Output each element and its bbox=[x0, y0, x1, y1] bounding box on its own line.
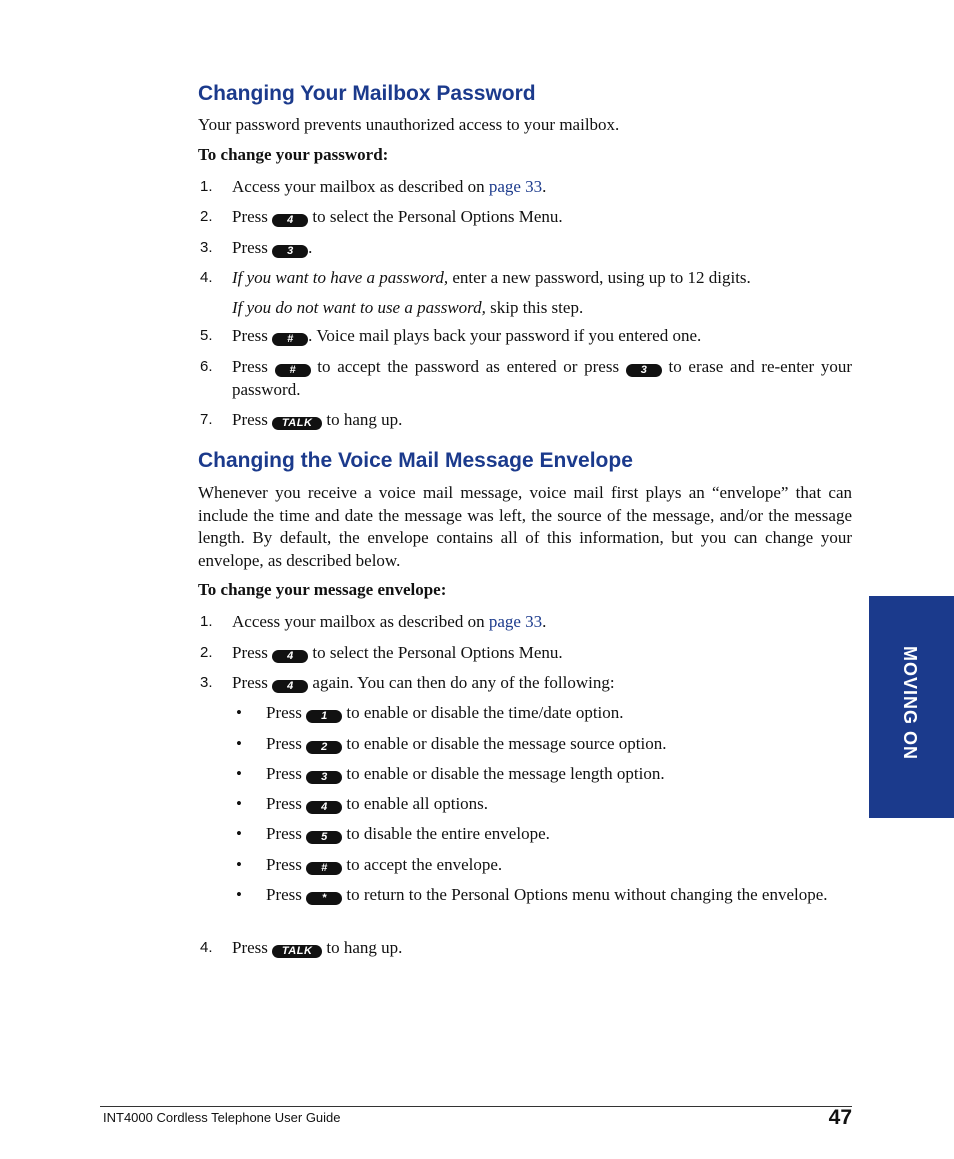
section-heading-envelope: Changing the Voice Mail Message Envelope bbox=[198, 449, 633, 472]
step-number: 3. bbox=[200, 674, 213, 691]
footer-divider bbox=[100, 1106, 852, 1107]
key-2-icon: 2 bbox=[306, 741, 342, 754]
page-link[interactable]: page 33 bbox=[488, 612, 543, 631]
page-number: 47 bbox=[828, 1106, 852, 1129]
step-note: If you do not want to use a password, skip this step. bbox=[232, 298, 584, 317]
page-link[interactable]: page 33 bbox=[488, 177, 543, 196]
step-number: 2. bbox=[200, 644, 213, 661]
step-number: 7. bbox=[200, 411, 213, 428]
key-1-icon: 1 bbox=[306, 710, 342, 723]
bullet-icon: • bbox=[236, 824, 242, 843]
key-5-icon: 5 bbox=[306, 831, 342, 844]
step-number: 6. bbox=[200, 358, 213, 375]
bullet-icon: • bbox=[236, 734, 242, 753]
bullet-icon: • bbox=[236, 855, 242, 874]
talk-key-icon: TALK bbox=[272, 945, 322, 958]
key-4-icon: 4 bbox=[272, 680, 308, 693]
procedure-lead: To change your message envelope: bbox=[198, 580, 447, 599]
step-number: 2. bbox=[200, 208, 213, 225]
step-item: 6. Press # to accept the password as entered or press 3 to erase and re-enter your password. bbox=[200, 357, 852, 399]
key-4-icon: 4 bbox=[306, 801, 342, 814]
step-number: 4. bbox=[200, 939, 213, 956]
step-number: 3. bbox=[200, 239, 213, 256]
key-hash-icon: # bbox=[306, 862, 342, 875]
step-number: 5. bbox=[200, 327, 213, 344]
procedure-lead: To change your password: bbox=[198, 145, 389, 164]
manual-page: Changing Your Mailbox Password Your password prevents unauthorized access to your mailbox. To change your password: 1. Access your mailbox as described on page 33. 2. Press 4 to select the Personal Options Menu. 3. Press 3 . 4. If you want to have a password, enter a new password, using up to 12 digits. If you do not want to use a password, skip this step. 5. Press # . Voice mail plays back your password if you entered one. 6. Press # to accept the password as entered or press 3 to erase and re-enter your password. 7. Press TALK to hang up. Changing the Voice Mail Message Envelope Whenever you receive a voice mail message, voice mail first plays an “envelope” that can include the time and date the message was left, the source of the message, and/or the message length. By default, the envelope contains all of this information, but you can change your envelope, as described below. To change your message envelope: 1. Access your mailbox as described on page 33. 2. Press 4 to select the Personal Options Menu. 3. Press 4 again. You can then do any of the following: • Press 1 to enable or disable the time/date option. • Press 2 to enable or disable the message source option. • Press 3 to enable or disable the message length option. • Press 4 to enable all options. • Press 5 to disable the entire envelope. • Press # to accept the envelope. • Press * to return to the Personal Options menu without changing the envelope. 4. Press TALK to hang up. MOVING ON INT4000 Cordless Telephone User Guide 47 bbox=[0, 0, 954, 1159]
section-heading-password: Changing Your Mailbox Password bbox=[198, 82, 536, 105]
bullet-icon: • bbox=[236, 885, 242, 904]
footer-title: INT4000 Cordless Telephone User Guide bbox=[103, 1110, 341, 1125]
key-hash-icon: # bbox=[272, 333, 308, 346]
step-number: 1. bbox=[200, 178, 213, 195]
section-intro: Your password prevents unauthorized access to your mailbox. bbox=[198, 115, 620, 134]
chapter-tab-label: MOVING ON bbox=[900, 646, 920, 761]
key-4-icon: 4 bbox=[272, 650, 308, 663]
option-bullet: • Press * to return to the Personal Options menu without changing the envelope. bbox=[236, 885, 828, 904]
key-3-icon: 3 bbox=[306, 771, 342, 784]
key-star-icon: * bbox=[306, 892, 342, 905]
chapter-side-tab bbox=[869, 596, 954, 818]
step-number: 1. bbox=[200, 613, 213, 630]
talk-key-icon: TALK bbox=[272, 417, 322, 430]
key-3-icon: 3 bbox=[272, 245, 308, 258]
key-3-icon: 3 bbox=[626, 364, 662, 377]
bullet-icon: • bbox=[236, 764, 242, 783]
key-4-icon: 4 bbox=[272, 214, 308, 227]
section-intro: Whenever you receive a voice mail message, voice mail first plays an “envelope” that can include the time and date the message was left, the source of the message, and/or the message length. By default, the envelope contains all of this information, but you can change your envelope, as described below. bbox=[198, 483, 852, 570]
key-hash-icon: # bbox=[275, 364, 311, 377]
step-number: 4. bbox=[200, 269, 213, 286]
bullet-icon: • bbox=[236, 703, 242, 722]
bullet-icon: • bbox=[236, 794, 242, 813]
